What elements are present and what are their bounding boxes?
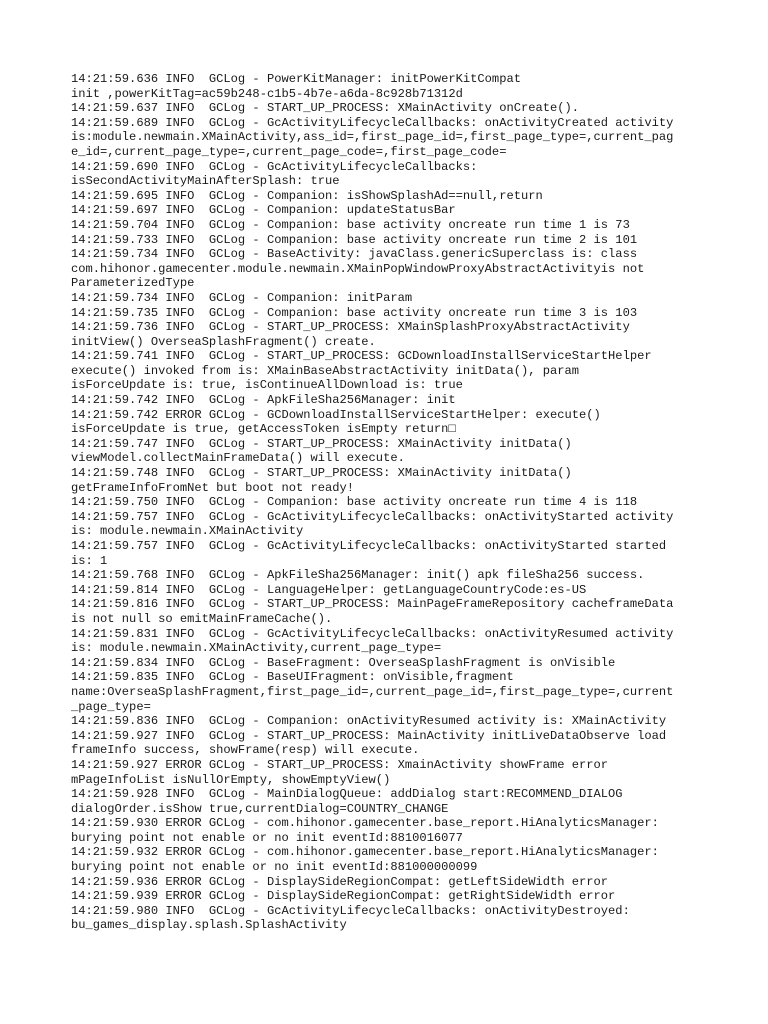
log-line: 14:21:59.747 INFO GCLog - START_UP_PROCESS: XMainActivity initData() [71, 436, 572, 451]
log-line: burying point not enable or no init eventId:8810016077 [71, 830, 463, 845]
log-line: 14:21:59.816 INFO GCLog - START_UP_PROCESS: MainPageFrameRepository cacheframeData [71, 597, 674, 612]
log-line: 14:21:59.704 INFO GCLog - Companion: base activity oncreate run time 1 is 73 [71, 217, 630, 232]
log-line: com.hihonor.gamecenter.module.newmain.XMainPopWindowProxyAbstractActivityis not [71, 261, 645, 276]
log-line: isForceUpdate is: true, isContinueAllDownload is: true [71, 378, 463, 393]
log-line: 14:21:59.750 INFO GCLog - Companion: base activity oncreate run time 4 is 118 [71, 495, 638, 510]
log-line: 14:21:59.741 INFO GCLog - START_UP_PROCESS: GCDownloadInstallServiceStartHelper [71, 349, 652, 364]
log-line: 14:21:59.736 INFO GCLog - START_UP_PROCESS: XMainSplashProxyAbstractActivity [71, 320, 630, 335]
log-line: init ,powerKitTag=ac59b248-c1b5-4b7e-a6da-8c928b71312d [71, 86, 463, 101]
log-line: 14:21:59.748 INFO GCLog - START_UP_PROCESS: XMainActivity initData() [71, 466, 572, 481]
log-line: execute() invoked from is: XMainBaseAbstractActivity initData(), param [71, 363, 580, 378]
log-line: 14:21:59.742 INFO GCLog - ApkFileSha256Manager: init [71, 393, 456, 408]
log-line: 14:21:59.768 INFO GCLog - ApkFileSha256Manager: init() apk fileSha256 success. [71, 568, 645, 583]
log-line: 14:21:59.636 INFO GCLog - PowerKitManager: initPowerKitCompat [71, 72, 521, 86]
log-line: 14:21:59.690 INFO GCLog - GcActivityLifecycleCallbacks: [71, 159, 478, 174]
log-line: 14:21:59.834 INFO GCLog - BaseFragment: OverseaSplashFragment is onVisible [71, 655, 616, 670]
log-line: 14:21:59.733 INFO GCLog - Companion: base activity oncreate run time 2 is 101 [71, 232, 638, 247]
log-line: initView() OverseaSplashFragment() create. [71, 334, 376, 349]
log-line: 14:21:59.835 INFO GCLog - BaseUIFragment: onVisible,fragment [71, 670, 514, 685]
log-line: 14:21:59.637 INFO GCLog - START_UP_PROCESS: XMainActivity onCreate(). [71, 101, 580, 116]
log-text-block [71, 72, 711, 933]
log-line: 14:21:59.757 INFO GCLog - GcActivityLifecycleCallbacks: onActivityStarted started [71, 539, 667, 553]
log-line: ParameterizedType [71, 276, 195, 291]
log-line: 14:21:59.980 INFO GCLog - GcActivityLifecycleCallbacks: onActivityDestroyed: [71, 903, 630, 918]
log-line: 14:21:59.734 INFO GCLog - BaseActivity: javaClass.genericSuperclass is: class [71, 247, 638, 262]
log-line: isForceUpdate is true, getAccessToken isEmpty return□ [71, 422, 456, 437]
log-line: is: module.newmain.XMainActivity,current_page_type= [71, 641, 442, 656]
log-line: 14:21:59.831 INFO GCLog - GcActivityLifecycleCallbacks: onActivityResumed activity [71, 626, 674, 641]
log-line: isSecondActivityMainAfterSplash: true [71, 174, 340, 189]
log-line: 14:21:59.930 ERROR GCLog - com.hihonor.gamecenter.base_report.HiAnalyticsManager: [71, 816, 659, 831]
log-line: is: module.newmain.XMainActivity [71, 524, 304, 539]
log-line: 14:21:59.814 INFO GCLog - LanguageHelper: getLanguageCountryCode:es-US [71, 582, 587, 597]
log-line: 14:21:59.742 ERROR GCLog - GCDownloadInstallServiceStartHelper: execute() [71, 407, 601, 422]
log-line: 14:21:59.936 ERROR GCLog - DisplaySideRegionCompat: getLeftSideWidth error [71, 874, 609, 889]
log-line: 14:21:59.734 INFO GCLog - Companion: initParam [71, 290, 413, 305]
log-line: dialogOrder.isShow true,currentDialog=COUNTRY_CHANGE [71, 801, 449, 816]
log-line: viewModel.collectMainFrameData() will execute. [71, 451, 405, 466]
log-line: 14:21:59.735 INFO GCLog - Companion: base activity oncreate run time 3 is 103 [71, 305, 638, 320]
log-line: mPageInfoList isNullOrEmpty, showEmptyView() [71, 772, 391, 787]
log-line: 14:21:59.757 INFO GCLog - GcActivityLifecycleCallbacks: onActivityStarted activity [71, 509, 674, 524]
log-line: getFrameInfoFromNet but boot not ready! [71, 480, 355, 495]
log-line: frameInfo success, showFrame(resp) will execute. [71, 743, 420, 758]
log-line: 14:21:59.939 ERROR GCLog - DisplaySideRegionCompat: getRightSideWidth error [71, 889, 616, 904]
log-line: e_id=,current_page_type=,current_page_code=,first_page_code= [71, 144, 507, 159]
log-line: 14:21:59.689 INFO GCLog - GcActivityLifecycleCallbacks: onActivityCreated activity [71, 115, 674, 130]
log-line: 14:21:59.836 INFO GCLog - Companion: onActivityResumed activity is: XMainActivity [71, 714, 667, 729]
log-line: is not null so emitMainFrameCache(). [71, 611, 333, 626]
log-line: 14:21:59.697 INFO GCLog - Companion: updateStatusBar [71, 203, 456, 218]
log-line: name:OverseaSplashFragment,first_page_id=,current_page_id=,first_page_type=,current [71, 684, 674, 699]
log-line: burying point not enable or no init eventId:881000000099 [71, 860, 478, 875]
log-line: _page_type= [71, 699, 151, 714]
log-line: 14:21:59.932 ERROR GCLog - com.hihonor.gamecenter.base_report.HiAnalyticsManager: [71, 845, 659, 860]
log-line: 14:21:59.927 INFO GCLog - START_UP_PROCESS: MainActivity initLiveDataObserve load [71, 728, 667, 743]
log-line: 14:21:59.695 INFO GCLog - Companion: isShowSplashAd==null,return [71, 188, 543, 203]
log-line: 14:21:59.928 INFO GCLog - MainDialogQueue: addDialog start:RECOMMEND_DIALOG [71, 787, 623, 802]
log-line: is: 1 [71, 553, 108, 568]
log-line: 14:21:59.927 ERROR GCLog - START_UP_PROCESS: XmainActivity showFrame error [71, 757, 609, 772]
log-line: bu_games_display.splash.SplashActivity [71, 918, 347, 933]
log-line: is:module.newmain.XMainActivity,ass_id=,first_page_id=,first_page_type=,current_pag [71, 130, 674, 145]
